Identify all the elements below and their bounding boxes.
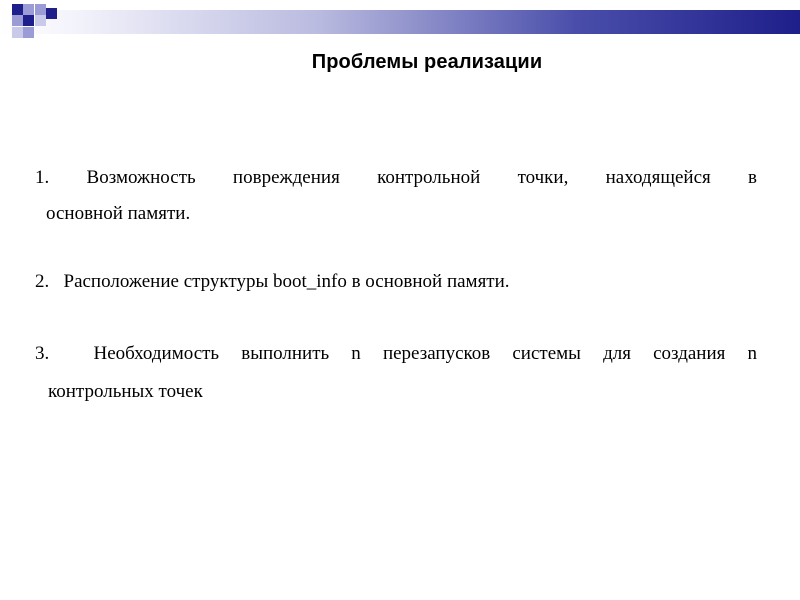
decorative-square xyxy=(46,8,57,19)
list-number: 3. xyxy=(35,343,50,364)
list-item-line xyxy=(35,160,757,196)
list-item-text: Необходимость выполнить n перезапусков системы для создания n xyxy=(93,343,758,364)
list-item-continuation: основной памяти. xyxy=(46,203,191,224)
decorative-square xyxy=(12,15,23,26)
decorative-square xyxy=(23,27,34,38)
list-item xyxy=(35,336,757,412)
list-number: 2. xyxy=(35,271,50,292)
slide-title: Проблемы реализации xyxy=(311,51,543,73)
list-item-line xyxy=(35,336,757,372)
decorative-square xyxy=(23,15,34,26)
decorative-square xyxy=(12,27,23,38)
decorative-square xyxy=(35,4,46,15)
decorative-gradient-banner xyxy=(0,10,800,34)
decorative-square xyxy=(23,4,34,15)
list-item xyxy=(35,264,757,300)
list-item-text: Возможность повреждения контрольной точки, находящейся в xyxy=(86,167,757,188)
list-number: 1. xyxy=(35,167,50,188)
list-item-text: Расположение структуры boot_info в основной памяти. xyxy=(63,271,510,292)
list-item-line xyxy=(35,264,757,300)
decorative-square xyxy=(12,4,23,15)
decorative-square xyxy=(35,15,46,26)
list-item xyxy=(35,160,757,232)
list-item-continuation: контрольных точек xyxy=(48,381,203,402)
